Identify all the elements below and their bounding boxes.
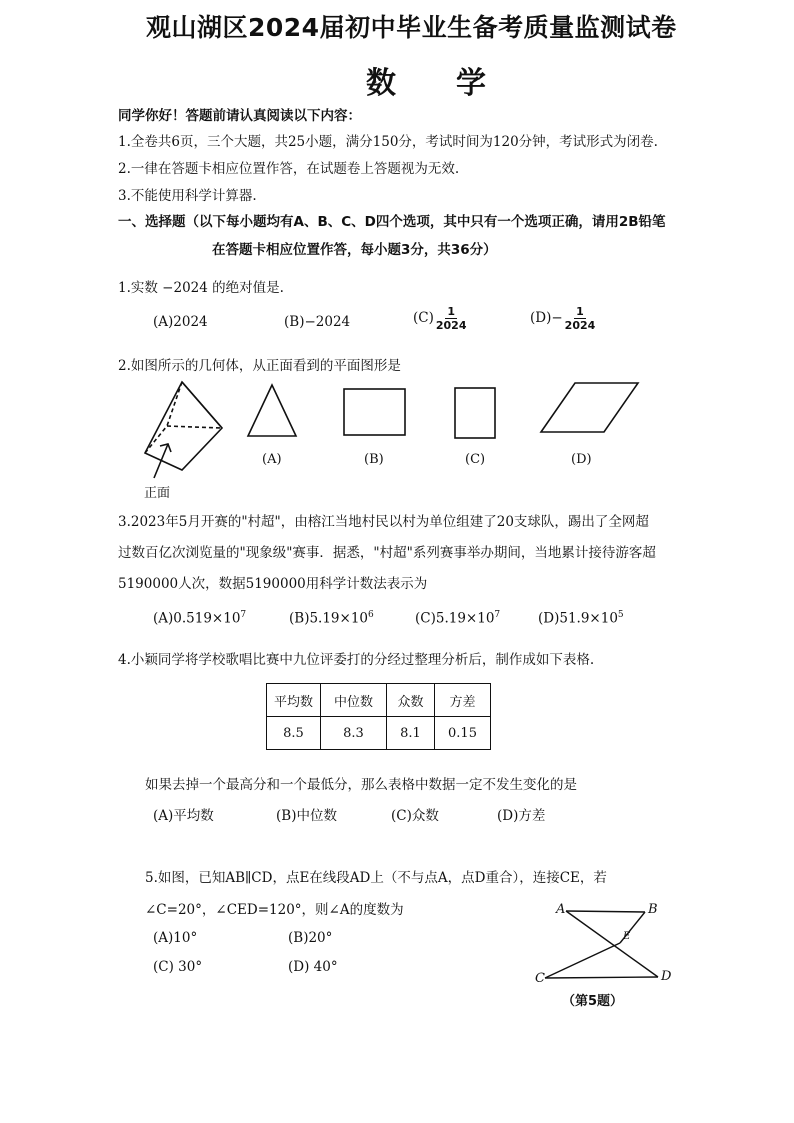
q5-option-c: (C) 30°	[153, 959, 203, 975]
q3-b-base: (B)5.19×10	[289, 610, 369, 627]
q4-option-c: (C)众数	[391, 808, 439, 824]
q2-label-d: (D)	[571, 452, 592, 467]
q1-option-b: (B)−2024	[284, 314, 351, 330]
table-header-row	[267, 684, 491, 717]
q4-option-b: (B)中位数	[276, 808, 337, 824]
q2-option-a-triangle	[248, 385, 296, 436]
point-label-b: B	[648, 902, 658, 917]
table-header-cell: 众数	[387, 684, 435, 717]
segment-ce	[545, 943, 620, 978]
q5-option-b: (B)20°	[288, 930, 333, 946]
q2-option-c-rectangle	[455, 388, 495, 438]
q3-b-exponent: 6	[368, 610, 374, 620]
instruction-item-2: 2.一律在答题卡相应位置作答，在试题卷上答题视为无效.	[118, 161, 460, 177]
q1-c-numerator: 1	[447, 305, 456, 318]
segment-cd	[545, 977, 658, 978]
q1-option-d-prefix: (D)−	[530, 310, 563, 326]
subject-title: 数学	[366, 66, 546, 101]
q1-stem: 1.实数 −2024 的绝对值是.	[118, 280, 284, 296]
q5-option-d: (D) 40°	[288, 959, 338, 975]
table-header-cell: 方差	[435, 684, 491, 717]
q3-line2: 过数百亿次浏览量的"现象级"赛事．据悉，"村超"系列赛事举办期间，当地累计接待游客超	[118, 545, 656, 561]
segment-ad	[566, 911, 658, 977]
q3-option-d	[538, 610, 624, 627]
section1-heading-line2: 在答题卡相应位置作答，每小题3分，共36分）	[212, 242, 497, 258]
segment-ab	[566, 911, 645, 912]
point-label-c: C	[535, 971, 545, 986]
q5-figure-caption: （第5题）	[562, 994, 624, 1009]
q5-figure	[545, 911, 658, 978]
table-header-cell: 平均数	[267, 684, 321, 717]
q3-option-a	[153, 610, 246, 627]
front-view-arrow	[154, 444, 168, 478]
triangular-prism-figure	[145, 382, 222, 478]
q4-option-a: (A)平均数	[153, 808, 214, 824]
point-label-d: D	[661, 969, 672, 984]
exam-title: 观山湖区2024届初中毕业生备考质量监测试卷	[146, 13, 677, 42]
q4-stem: 4.小颖同学将学校歌唱比赛中九位评委打的分经过整理分析后，制作成如下表格.	[118, 652, 595, 668]
table-cell: 8.5	[267, 717, 321, 750]
q3-c-base: (C)5.19×10	[415, 610, 495, 627]
q1-d-denominator: 2024	[564, 319, 596, 332]
q4-stats-table	[266, 683, 491, 750]
table-cell: 0.15	[435, 717, 491, 750]
q4-question: 如果去掉一个最高分和一个最低分，那么表格中数据一定不发生变化的是	[145, 777, 577, 793]
prism-hidden-edge	[167, 382, 182, 426]
q2-label-c: (C)	[465, 452, 486, 467]
q3-c-exponent: 7	[494, 610, 501, 620]
section1-heading-line1: 一、选择题（以下每小题均有A、B、C、D四个选项，其中只有一个选项正确，请用2B铅笔	[118, 214, 666, 230]
q3-line1: 3.2023年5月开赛的"村超"，由榕江当地村民以村为单位组建了20支球队，踢出了全网超	[118, 514, 649, 530]
q4-option-d: (D)方差	[497, 808, 546, 824]
table-header-cell: 中位数	[321, 684, 387, 717]
q3-d-base: (D)51.9×10	[538, 610, 618, 627]
point-label-a: A	[556, 902, 566, 917]
q2-option-d-parallelogram	[541, 383, 638, 432]
q2-stem: 2.如图所示的几何体，从正面看到的平面图形是	[118, 358, 401, 374]
instructions-greeting: 同学你好！答题前请认真阅读以下内容：	[118, 108, 361, 124]
q2-label-a: (A)	[262, 452, 282, 467]
q3-d-exponent: 5	[617, 610, 624, 620]
q3-option-c	[415, 610, 500, 627]
table-cell: 8.3	[321, 717, 387, 750]
q5-line2: ∠C=20°，∠CED=120°，则∠A的度数为	[145, 902, 404, 918]
q3-line3: 5190000人次，数据5190000用科学计数法表示为	[118, 576, 428, 592]
q1-option-a: (A)2024	[153, 314, 208, 330]
q1-d-numerator: 1	[576, 305, 584, 318]
q2-label-b: (B)	[364, 452, 384, 467]
point-label-e: E	[623, 931, 631, 942]
q1-c-denominator: 2024	[435, 319, 467, 332]
table-cell: 8.1	[387, 717, 435, 750]
table-row	[267, 717, 491, 750]
instruction-item-1: 1.全卷共6页，三个大题，共25小题，满分150分，考试时间为120分钟，考试形式为闭卷.	[118, 134, 658, 150]
q3-a-exponent: 7	[240, 610, 247, 620]
q3-option-b	[289, 610, 374, 627]
q3-a-base: (A)0.519×10	[153, 610, 241, 627]
q5-line1: 5.如图，已知AB∥CD，点E在线段AD上（不与点A，点D重合），连接CE，若	[145, 870, 607, 886]
q1-option-c-prefix: (C)	[413, 310, 434, 326]
q5-option-a: (A)10°	[153, 930, 198, 946]
q2-front-label: 正面	[144, 486, 171, 501]
q2-option-b-rectangle	[344, 389, 405, 435]
instruction-item-3: 3.不能使用科学计算器.	[118, 188, 257, 204]
